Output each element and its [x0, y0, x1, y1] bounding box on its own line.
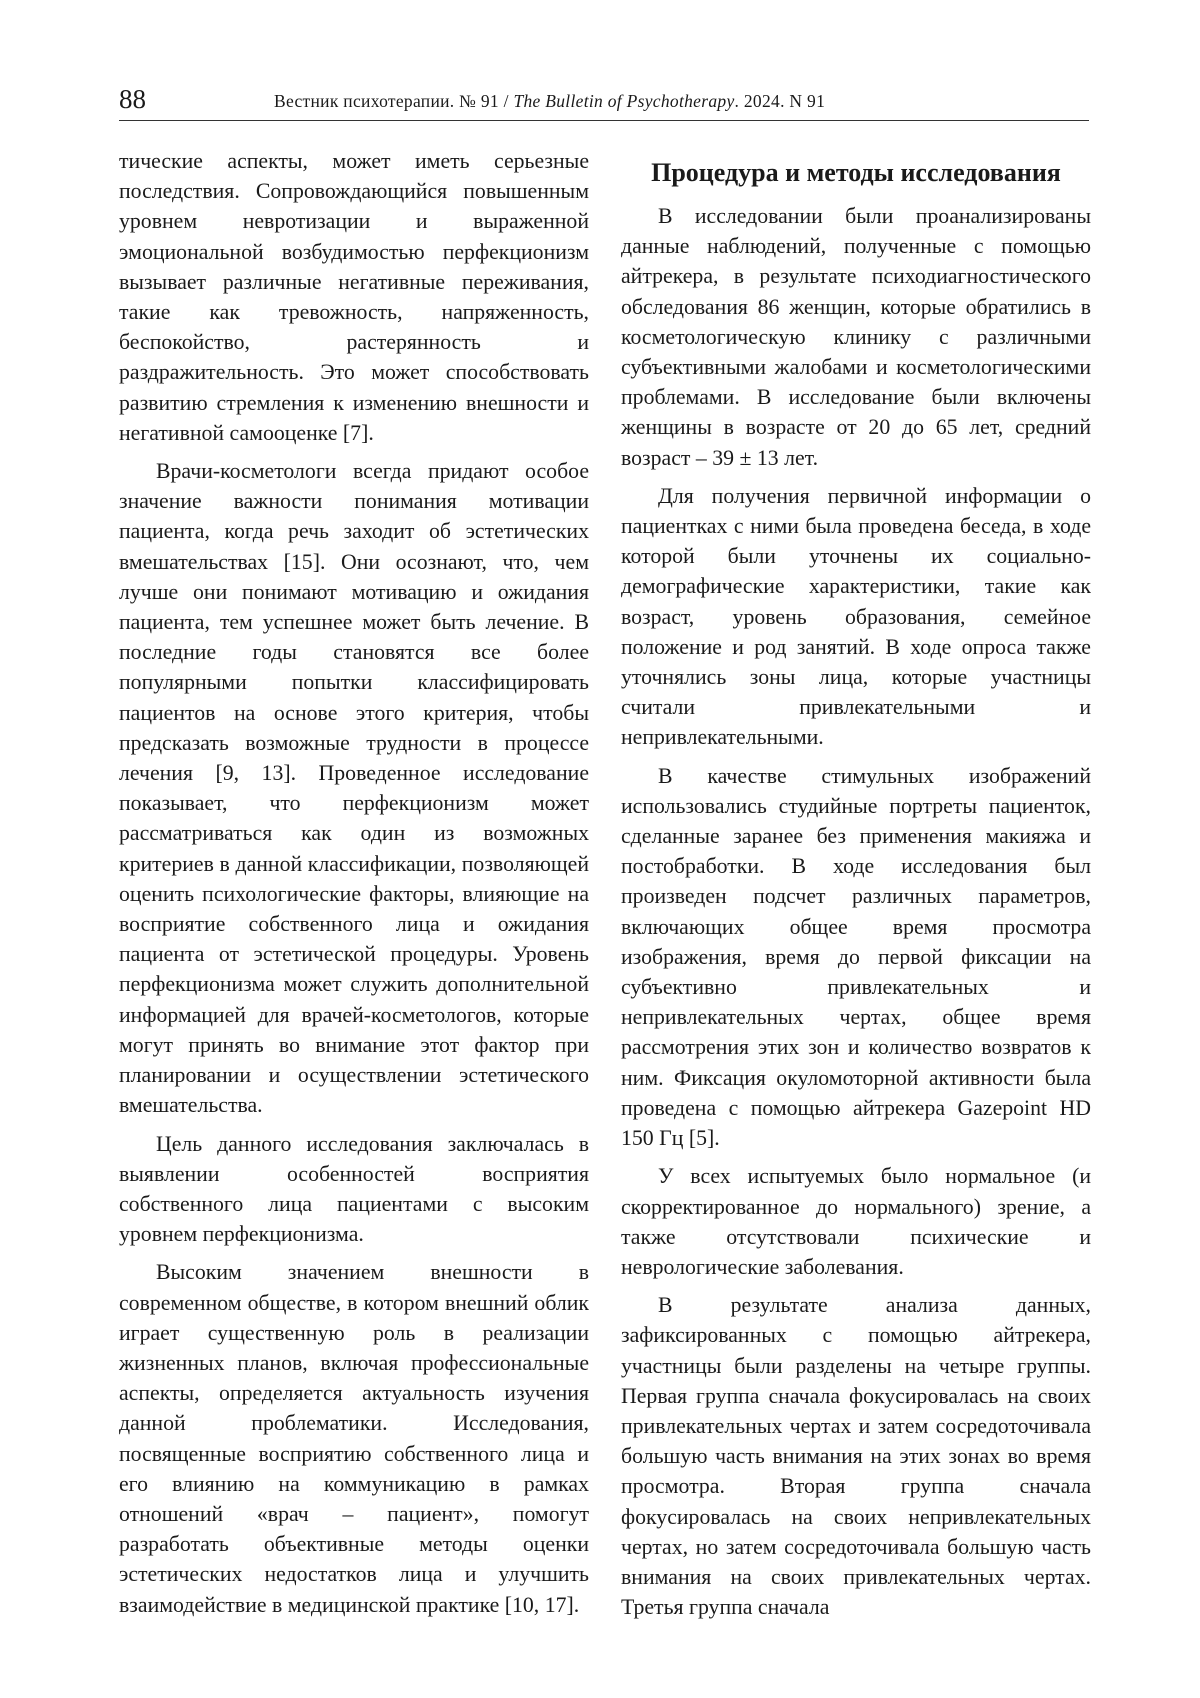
left-paragraph-1: тические аспекты, может иметь серьезные последствия. Сопровождающийся повышенным уровнем невротизации и выраженной эмоциональной возбудимостью перфекционизм вызывает различные негативные переживания, такие как тревожность, напряженность, беспокойство, растерянность и раздражительность. Это может способствовать развитию стремления к изменению внешности и негативной самооценке [7]. — [119, 149, 589, 445]
section-heading: Процедура и методы исследования — [651, 158, 1061, 187]
journal-title-en: The Bulletin of Psychotherapy — [513, 91, 735, 111]
right-paragraph-3: В качестве стимульных изображений использовались студийные портреты пациенток, сделанные заранее без применения макияжа и постобработки. В ходе исследования был произведен подсчет различных параметров, включающих общее время просмотра изображения, время до первой фиксации на субъективно привлекательных и непривлекательных чертах, общее время рассмотрения этих зон и количество возвратов к ним. Фиксация окуломоторной активности была проведена с помощью айтрекера Gazepoint HD 150 Гц [5]. — [621, 763, 1091, 1151]
right-paragraph-2: Для получения первичной информации о пациентках с ними была проведена беседа, в ходе которой были уточнены их социально-демографические характеристики, такие как возраст, уровень образования, семейное положение и род занятий. В ходе опроса также уточнялись зоны лица, которые участницы считали привлекательными и непривлекательными. — [621, 483, 1091, 750]
left-paragraph-3: Цель данного исследования заключалась в выявлении особенностей восприятия собственного лица пациентами с высоким уровнем перфекционизма. — [119, 1131, 589, 1247]
right-paragraph-5: В результате анализа данных, зафиксированных с помощью айтрекера, участницы были разделены на четыре группы. Первая группа сначала фокусировалась на своих привлекательных чертах и затем сосредоточивала большую часть внимания на этих зонах во время просмотра. Вторая группа сначала фокусировалась на своих непривлекательных чертах, но затем сосредоточивала большую часть внимания на своих привлекательных чертах. Третья группа сначала — [621, 1293, 1091, 1620]
left-paragraph-2: Врачи-косметологи всегда придают особое значение важности понимания мотивации пациента, когда речь заходит об эстетических вмешательствах [15]. Они осознают, что, чем лучше они понимают мотивацию и ожидания пациента, тем успешнее может быть лечение. В последние годы становятся все более популярными попытки классифицировать пациентов на основе этого критерия, чтобы предсказать возможные трудности в процессе лечения [9, 13]. Проведенное исследование показывает, что перфекционизм может рассматриваться как один из возможных критериев в данной классификации, позволяющей оценить психологические факторы, влияющие на восприятие собственного лица и ожидания пациента от эстетической процедуры. Уровень перфекционизма может служить дополнительной информацией для врачей-косметологов, которые могут принять во внимание этот фактор при планировании и осуществлении эстетического вмешательства. — [119, 459, 589, 1118]
left-paragraph-4: Высоким значением внешности в современном обществе, в котором внешний облик играет существенную роль в реализации жизненных планов, включая профессиональные аспекты, определяется актуальность изучения данной проблематики. Исследования, посвященные восприятию собственного лица и его влиянию на коммуникацию в рамках отношений «врач – пациент», помогут разработать объективные методы оценки эстетических недостатков лица и улучшить взаимодействие в медицинской практике [10, 17]. — [119, 1260, 589, 1617]
journal-title-ru: Вестник психотерапии. № 91 — [274, 91, 499, 111]
journal-title-en-tail: . 2024. N 91 — [734, 91, 826, 111]
right-column — [621, 146, 1091, 1630]
journal-title-separator: / — [498, 91, 514, 111]
right-paragraph-1: В исследовании были проанализированы данные наблюдений, полученные с помощью айтрекера, в результате психодиагностического обследования 86 женщин, которые обратились в косметологическую клинику с различными субъективными жалобами и косметологическими проблемами. В исследование были включены женщины в возрасте от 20 до 65 лет, средний возраст – 39 ± 13 лет. — [621, 204, 1091, 470]
left-column — [119, 146, 589, 1628]
page-number: 88 — [119, 84, 146, 114]
running-header — [119, 84, 1089, 121]
right-paragraph-4: У всех испытуемых было нормальное (и скорректированное до нормального) зрение, а также отсутствовали психические и неврологические заболевания. — [621, 1164, 1091, 1279]
journal-title — [274, 91, 825, 112]
